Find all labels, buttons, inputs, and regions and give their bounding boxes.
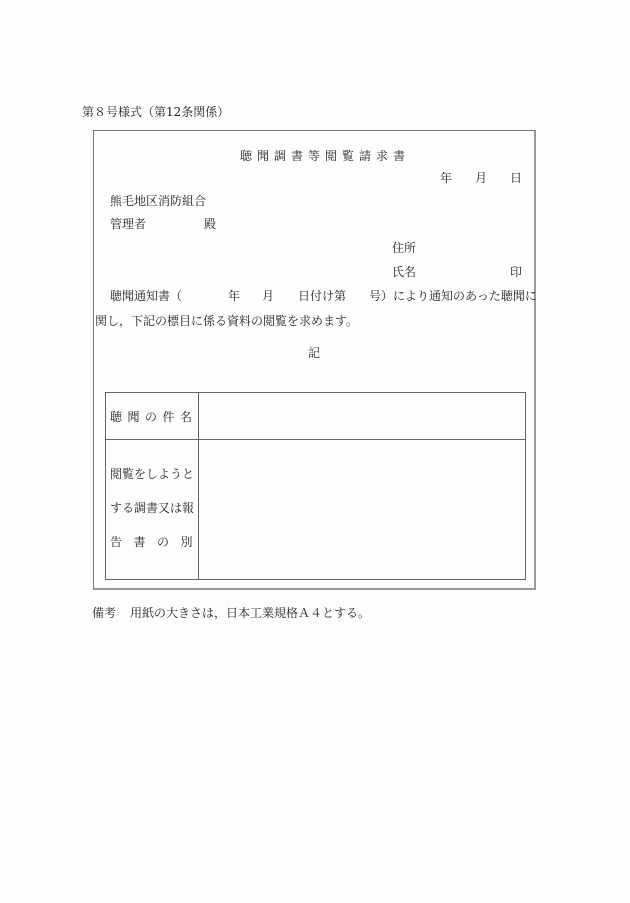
remark: [92, 607, 370, 619]
hearing-subject-label: 聴聞の件名: [110, 410, 198, 424]
name-label: 氏名: [392, 265, 417, 279]
body-line-2: 関し，下記の標目に係る資料の閲覧を求めます。: [95, 314, 359, 328]
date-year-label: 年: [440, 171, 453, 185]
document-type-label-line-3: 告書の別: [110, 535, 205, 549]
remark-head: 備考: [92, 606, 117, 620]
notice-label: 聴聞通知書（: [110, 289, 183, 303]
form-title: 聴聞調書等閲覧請求書: [240, 149, 411, 163]
addressee-organization: 熊毛地区消防組合: [110, 194, 207, 208]
seal-label: 印: [510, 265, 523, 279]
document-type-label: [110, 467, 205, 570]
hearing-subject-field[interactable]: [200, 394, 524, 438]
addressee-role: 管理者: [110, 217, 147, 231]
addressee-honorific: 殿: [204, 217, 217, 231]
notice-day-label: 日付け第: [298, 289, 347, 303]
document-type-label-line-1: 閲覧をしようと: [110, 467, 195, 481]
form-number: 第８号様式（第12条関係）: [82, 105, 230, 119]
ki-heading: 記: [308, 346, 321, 360]
remark-text: 用紙の大きさは，日本工業規格Ａ４とする。: [130, 606, 371, 620]
notice-number-label: 号）により通知のあった聴聞に: [369, 289, 537, 303]
document-type-field[interactable]: [200, 441, 524, 578]
table-row-divider: [106, 439, 525, 440]
date-day-label: 日: [510, 171, 523, 185]
notice-month-label: 月: [262, 289, 275, 303]
request-table: [105, 392, 526, 580]
address-label: 住所: [392, 241, 417, 255]
table-column-divider: [198, 393, 199, 579]
date-month-label: 月: [475, 171, 488, 185]
notice-year-label: 年: [228, 289, 241, 303]
document-type-label-line-2: する調書又は報: [110, 501, 195, 515]
